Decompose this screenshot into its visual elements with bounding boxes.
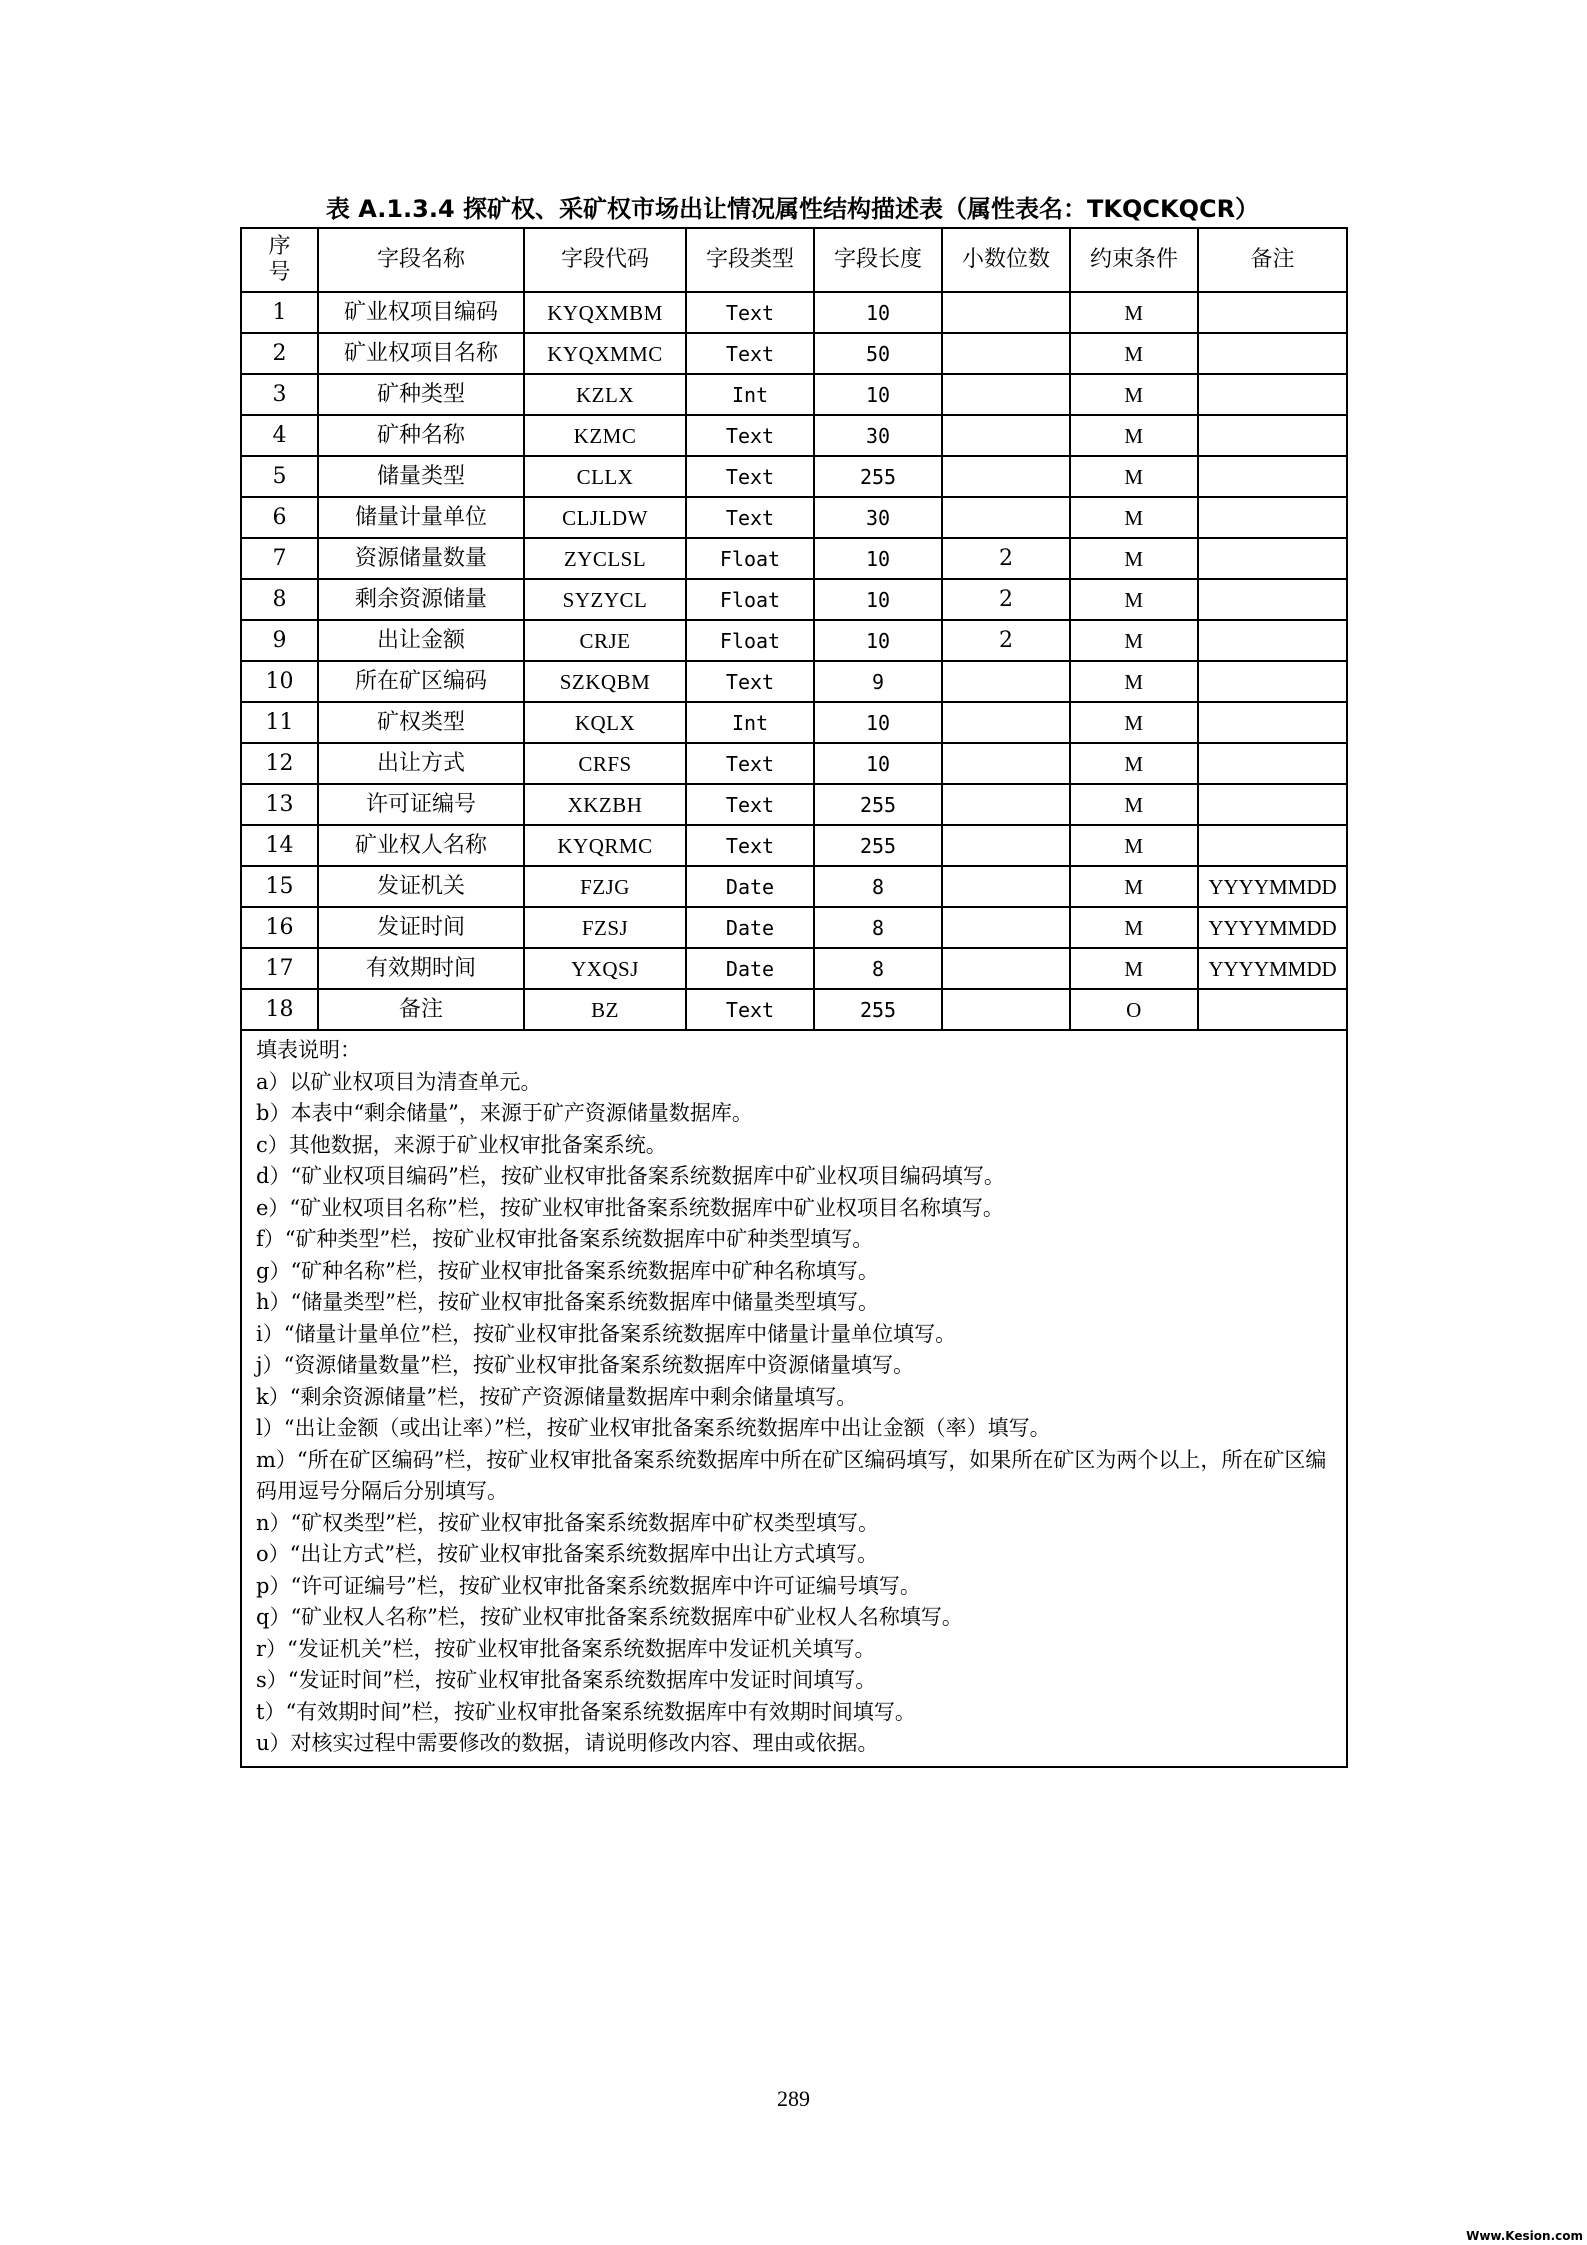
- watermark: Www.Kesion.com: [1466, 2229, 1583, 2243]
- page-number: 289: [777, 2086, 810, 2111]
- cell-field-code: KYQXMBM: [524, 292, 686, 333]
- cell-field-type: Text: [686, 497, 814, 538]
- instruction-line: r）“发证机关”栏，按矿业权审批备案系统数据库中发证机关填写。: [256, 1636, 876, 1661]
- cell-decimal-places: [942, 497, 1070, 538]
- cell-field-type: Text: [686, 333, 814, 374]
- instruction-line: d）“矿业权项目编码”栏，按矿业权审批备案系统数据库中矿业权项目编码填写。: [256, 1164, 1005, 1188]
- cell-field-code: CRJE: [524, 620, 686, 661]
- cell-seq: 9: [241, 620, 318, 661]
- cell-field-name: 备注: [318, 989, 524, 1030]
- cell-seq: 11: [241, 702, 318, 743]
- cell-constraint: M: [1070, 456, 1198, 497]
- cell-field-code: KYQRMC: [524, 825, 686, 866]
- table-row: [241, 825, 1347, 866]
- cell-remarks: YYYYMMDD: [1198, 907, 1347, 948]
- cell-remarks: [1198, 333, 1347, 374]
- cell-remarks: [1198, 743, 1347, 784]
- instruction-line: k）“剩余资源储量”栏，按矿产资源储量数据库中剩余储量填写。: [256, 1384, 858, 1409]
- cell-field-name: 矿权类型: [318, 702, 524, 743]
- cell-field-code: FZSJ: [524, 907, 686, 948]
- table-row: [241, 620, 1347, 661]
- instruction-line: p）“许可证编号”栏，按矿业权审批备案系统数据库中许可证编号填写。: [256, 1573, 921, 1598]
- cell-field-code: XKZBH: [524, 784, 686, 825]
- cell-field-name: 储量计量单位: [318, 497, 524, 538]
- cell-constraint: M: [1070, 333, 1198, 374]
- cell-field-code: BZ: [524, 989, 686, 1030]
- table-row: [241, 333, 1347, 374]
- cell-field-name: 有效期时间: [318, 948, 524, 989]
- cell-decimal-places: [942, 661, 1070, 702]
- cell-field-type: Date: [686, 948, 814, 989]
- cell-field-name: 剩余资源储量: [318, 579, 524, 620]
- instruction-line: c）其他数据，来源于矿业权审批备案系统。: [256, 1132, 667, 1157]
- table-row: [241, 989, 1347, 1030]
- cell-constraint: M: [1070, 579, 1198, 620]
- cell-field-type: Text: [686, 989, 814, 1030]
- cell-seq: 6: [241, 497, 318, 538]
- cell-field-type: Date: [686, 866, 814, 907]
- cell-remarks: [1198, 702, 1347, 743]
- table-title: 表 A.1.3.4 探矿权、采矿权市场出让情况属性结构描述表（属性表名：TKQCKQCR）: [325, 195, 1260, 223]
- cell-decimal-places: [942, 989, 1070, 1030]
- cell-field-type: Float: [686, 538, 814, 579]
- cell-remarks: [1198, 989, 1347, 1030]
- header-field-code: 字段代码: [524, 228, 686, 292]
- cell-field-length: 30: [814, 415, 942, 456]
- attribute-structure-table: [240, 227, 1348, 1768]
- cell-seq: 1: [241, 292, 318, 333]
- cell-decimal-places: [942, 948, 1070, 989]
- cell-remarks: YYYYMMDD: [1198, 948, 1347, 989]
- cell-field-code: CLLX: [524, 456, 686, 497]
- cell-constraint: M: [1070, 948, 1198, 989]
- cell-seq: 7: [241, 538, 318, 579]
- instruction-line: a）以矿业权项目为清查单元。: [256, 1069, 542, 1094]
- cell-decimal-places: [942, 825, 1070, 866]
- cell-decimal-places: 2: [942, 538, 1070, 579]
- cell-decimal-places: [942, 333, 1070, 374]
- cell-field-length: 10: [814, 292, 942, 333]
- cell-field-name: 矿业权人名称: [318, 825, 524, 866]
- cell-remarks: YYYYMMDD: [1198, 866, 1347, 907]
- cell-field-name: 储量类型: [318, 456, 524, 497]
- instruction-line: u）对核实过程中需要修改的数据，请说明修改内容、理由或依据。: [256, 1731, 879, 1755]
- cell-field-name: 矿业权项目名称: [318, 333, 524, 374]
- cell-field-type: Text: [686, 661, 814, 702]
- cell-field-type: Float: [686, 620, 814, 661]
- cell-decimal-places: [942, 702, 1070, 743]
- cell-field-code: KQLX: [524, 702, 686, 743]
- cell-field-type: Text: [686, 415, 814, 456]
- cell-field-type: Float: [686, 579, 814, 620]
- cell-field-type: Int: [686, 374, 814, 415]
- table-row: [241, 374, 1347, 415]
- instruction-line: f）“矿种类型”栏，按矿业权审批备案系统数据库中矿种类型填写。: [256, 1227, 874, 1251]
- cell-remarks: [1198, 374, 1347, 415]
- cell-field-length: 8: [814, 907, 942, 948]
- instruction-line: g）“矿种名称”栏，按矿业权审批备案系统数据库中矿种名称填写。: [256, 1258, 879, 1283]
- instruction-line: t）“有效期时间”栏，按矿业权审批备案系统数据库中有效期时间填写。: [256, 1699, 916, 1724]
- cell-field-type: Date: [686, 907, 814, 948]
- cell-field-length: 8: [814, 948, 942, 989]
- cell-field-code: ZYCLSL: [524, 538, 686, 579]
- table-row: [241, 292, 1347, 333]
- instruction-line: q）“矿业权人名称”栏，按矿业权审批备案系统数据库中矿业权人名称填写。: [256, 1605, 963, 1629]
- instruction-line: m）“所在矿区编码”栏，按矿业权审批备案系统数据库中所在矿区编码填写，如果所在矿区为两个以上，所在矿区编码用逗号分隔后分别填写。: [256, 1447, 1327, 1503]
- cell-remarks: [1198, 784, 1347, 825]
- cell-field-type: Text: [686, 784, 814, 825]
- table-row: [241, 456, 1347, 497]
- cell-decimal-places: [942, 743, 1070, 784]
- header-field-length: 字段长度: [814, 228, 942, 292]
- cell-field-type: Text: [686, 292, 814, 333]
- cell-constraint: M: [1070, 784, 1198, 825]
- cell-seq: 3: [241, 374, 318, 415]
- cell-field-length: 255: [814, 989, 942, 1030]
- cell-field-type: Int: [686, 702, 814, 743]
- cell-seq: 12: [241, 743, 318, 784]
- table-row: [241, 907, 1347, 948]
- cell-field-name: 出让金额: [318, 620, 524, 661]
- table-row: [241, 579, 1347, 620]
- filling-instructions: [241, 1030, 1347, 1767]
- cell-remarks: [1198, 620, 1347, 661]
- cell-field-type: Text: [686, 456, 814, 497]
- cell-field-code: KYQXMMC: [524, 333, 686, 374]
- cell-field-length: 10: [814, 702, 942, 743]
- cell-field-code: FZJG: [524, 866, 686, 907]
- cell-field-type: Text: [686, 825, 814, 866]
- cell-decimal-places: [942, 866, 1070, 907]
- cell-seq: 18: [241, 989, 318, 1030]
- header-remarks: 备注: [1198, 228, 1347, 292]
- table-row: [241, 743, 1347, 784]
- header-seq: 序 号: [241, 228, 318, 292]
- cell-remarks: [1198, 825, 1347, 866]
- cell-seq: 13: [241, 784, 318, 825]
- header-constraint: 约束条件: [1070, 228, 1198, 292]
- cell-decimal-places: [942, 415, 1070, 456]
- cell-seq: 16: [241, 907, 318, 948]
- cell-decimal-places: 2: [942, 579, 1070, 620]
- table-row: [241, 415, 1347, 456]
- cell-constraint: M: [1070, 538, 1198, 579]
- instruction-line: e）“矿业权项目名称”栏，按矿业权审批备案系统数据库中矿业权项目名称填写。: [256, 1195, 1004, 1220]
- cell-decimal-places: [942, 907, 1070, 948]
- cell-constraint: M: [1070, 415, 1198, 456]
- instruction-line: i）“储量计量单位”栏，按矿业权审批备案系统数据库中储量计量单位填写。: [256, 1321, 957, 1346]
- instruction-line: l）“出让金额（或出让率）”栏，按矿业权审批备案系统数据库中出让金额（率）填写。: [256, 1416, 1051, 1440]
- instruction-line: b）本表中“剩余储量”，来源于矿产资源储量数据库。: [256, 1101, 753, 1125]
- cell-seq: 8: [241, 579, 318, 620]
- cell-field-code: CLJLDW: [524, 497, 686, 538]
- cell-field-length: 30: [814, 497, 942, 538]
- instruction-line: j）“资源储量数量”栏，按矿业权审批备案系统数据库中资源储量填写。: [256, 1353, 914, 1377]
- cell-decimal-places: [942, 292, 1070, 333]
- cell-field-length: 255: [814, 456, 942, 497]
- cell-field-length: 10: [814, 538, 942, 579]
- cell-decimal-places: [942, 456, 1070, 497]
- table-header: [241, 228, 1347, 292]
- cell-field-length: 255: [814, 784, 942, 825]
- cell-field-code: CRFS: [524, 743, 686, 784]
- cell-field-code: SYZYCL: [524, 579, 686, 620]
- cell-remarks: [1198, 661, 1347, 702]
- table-row: [241, 538, 1347, 579]
- cell-field-code: KZLX: [524, 374, 686, 415]
- cell-decimal-places: 2: [942, 620, 1070, 661]
- cell-field-code: YXQSJ: [524, 948, 686, 989]
- cell-remarks: [1198, 538, 1347, 579]
- cell-constraint: O: [1070, 989, 1198, 1030]
- cell-field-name: 许可证编号: [318, 784, 524, 825]
- cell-constraint: M: [1070, 374, 1198, 415]
- cell-field-name: 矿种类型: [318, 374, 524, 415]
- header-field-type: 字段类型: [686, 228, 814, 292]
- cell-field-name: 发证时间: [318, 907, 524, 948]
- cell-field-name: 矿种名称: [318, 415, 524, 456]
- cell-remarks: [1198, 456, 1347, 497]
- table-row: [241, 866, 1347, 907]
- cell-seq: 4: [241, 415, 318, 456]
- cell-field-length: 8: [814, 866, 942, 907]
- table-row: [241, 661, 1347, 702]
- header-field-name: 字段名称: [318, 228, 524, 292]
- cell-field-name: 发证机关: [318, 866, 524, 907]
- header-decimal-places: 小数位数: [942, 228, 1070, 292]
- cell-constraint: M: [1070, 907, 1198, 948]
- cell-constraint: M: [1070, 620, 1198, 661]
- header-row: [241, 228, 1347, 292]
- cell-seq: 17: [241, 948, 318, 989]
- cell-field-code: KZMC: [524, 415, 686, 456]
- cell-field-length: 10: [814, 620, 942, 661]
- cell-field-length: 10: [814, 579, 942, 620]
- cell-decimal-places: [942, 784, 1070, 825]
- cell-constraint: M: [1070, 866, 1198, 907]
- cell-seq: 10: [241, 661, 318, 702]
- cell-field-name: 出让方式: [318, 743, 524, 784]
- instruction-line: 填表说明：: [256, 1038, 361, 1062]
- cell-field-name: 资源储量数量: [318, 538, 524, 579]
- cell-seq: 5: [241, 456, 318, 497]
- cell-field-length: 9: [814, 661, 942, 702]
- table-row: [241, 497, 1347, 538]
- table-row: [241, 948, 1347, 989]
- cell-field-code: SZKQBM: [524, 661, 686, 702]
- cell-field-length: 50: [814, 333, 942, 374]
- cell-remarks: [1198, 415, 1347, 456]
- cell-constraint: M: [1070, 292, 1198, 333]
- cell-seq: 14: [241, 825, 318, 866]
- cell-constraint: M: [1070, 743, 1198, 784]
- cell-constraint: M: [1070, 702, 1198, 743]
- cell-seq: 2: [241, 333, 318, 374]
- cell-field-name: 矿业权项目编码: [318, 292, 524, 333]
- instruction-line: h）“储量类型”栏，按矿业权审批备案系统数据库中储量类型填写。: [256, 1290, 879, 1314]
- cell-seq: 15: [241, 866, 318, 907]
- cell-field-length: 10: [814, 374, 942, 415]
- cell-field-length: 255: [814, 825, 942, 866]
- cell-field-type: Text: [686, 743, 814, 784]
- cell-constraint: M: [1070, 661, 1198, 702]
- table-body: [241, 292, 1347, 1767]
- cell-field-length: 10: [814, 743, 942, 784]
- instruction-line: s）“发证时间”栏，按矿业权审批备案系统数据库中发证时间填写。: [256, 1668, 877, 1692]
- instruction-line: n）“矿权类型”栏，按矿业权审批备案系统数据库中矿权类型填写。: [256, 1510, 879, 1535]
- cell-remarks: [1198, 497, 1347, 538]
- table-row: [241, 702, 1347, 743]
- notes-row: [241, 1030, 1347, 1767]
- cell-constraint: M: [1070, 497, 1198, 538]
- table-row: [241, 784, 1347, 825]
- cell-remarks: [1198, 292, 1347, 333]
- cell-constraint: M: [1070, 825, 1198, 866]
- cell-decimal-places: [942, 374, 1070, 415]
- cell-remarks: [1198, 579, 1347, 620]
- instruction-line: o）“出让方式”栏，按矿业权审批备案系统数据库中出让方式填写。: [256, 1542, 879, 1566]
- cell-field-name: 所在矿区编码: [318, 661, 524, 702]
